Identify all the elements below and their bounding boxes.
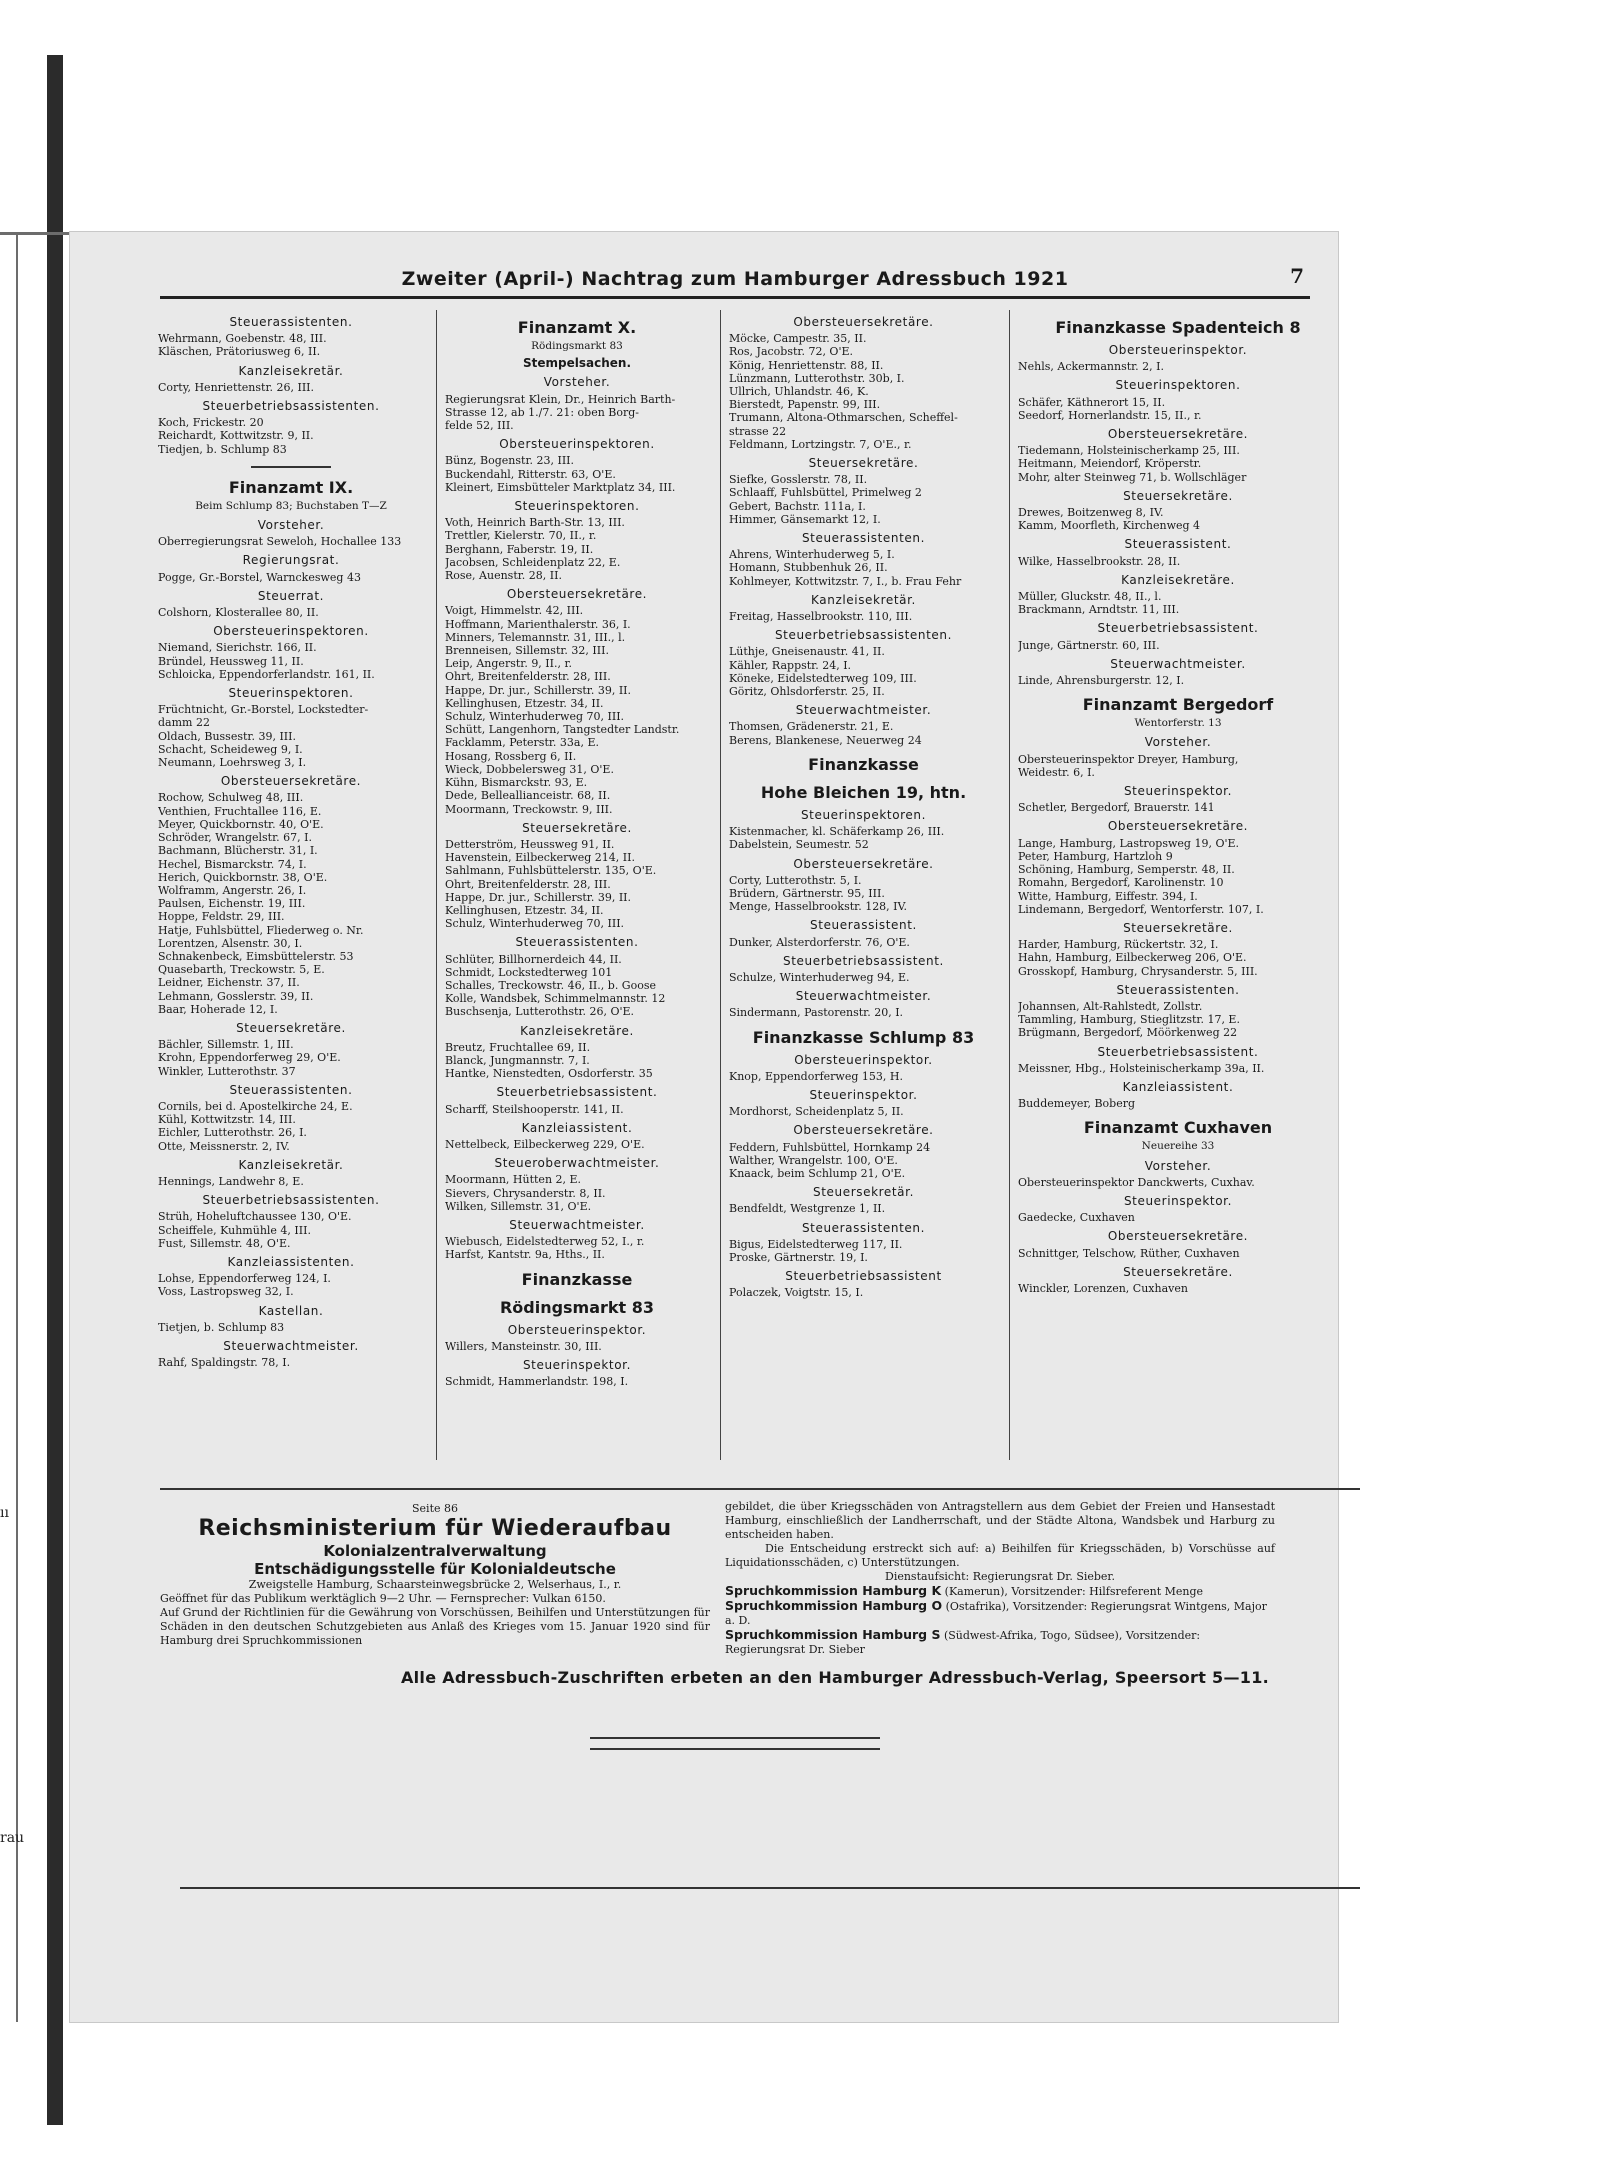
column-1: [150, 310, 432, 1460]
double-rule-divider: [590, 1737, 880, 1750]
office-address: Rödingsmarkt 83: [531, 340, 623, 352]
office-heading: Finanzkasse: [808, 754, 919, 774]
footer-text: Alle Adressbuch-Zuschriften erbeten an den Hamburger Adressbuch-Verlag, Speersort 5—11.: [400, 1668, 1270, 1687]
section-heading: Obersteuersekretäre.: [793, 1123, 934, 1138]
directory-entry: Herich, Quickbornstr. 38, O'E.: [158, 870, 328, 884]
column-4: [1009, 310, 1346, 1460]
directory-entry: Leidner, Eichenstr. 37, II.: [158, 976, 300, 990]
office-heading: Finanzamt IX.: [228, 477, 354, 497]
directory-entry: Krohn, Eppendorferweg 29, O'E.: [158, 1051, 341, 1065]
directory-entry: Kühl, Kottwitzstr. 14, III.: [158, 1113, 296, 1127]
section-heading: Kanzleisekretäre.: [1121, 572, 1235, 587]
office-heading: Finanzamt Bergedorf: [1082, 695, 1274, 715]
office-heading: Finanzkasse Spadenteich 8: [1055, 318, 1301, 337]
directory-entry: Obersteuerinspektor Danckwerts, Cuxhav.: [1018, 1175, 1255, 1189]
directory-entry: Kohlmeyer, Kottwitzstr. 7, I., b. Frau Fehr: [729, 574, 962, 588]
directory-entry: Havenstein, Eilbeckerweg 214, II.: [445, 851, 635, 865]
commission-s: [725, 1628, 1275, 1657]
section-heading: Obersteuerinspektor.: [794, 1052, 933, 1067]
directory-entry: Rose, Auenstr. 28, II.: [445, 569, 562, 583]
directory-entry: Reichardt, Kottwitzstr. 9, II.: [158, 429, 314, 443]
directory-entry: Schlaaff, Fuhlsbüttel, Primelweg 2: [729, 486, 922, 500]
section-heading: Steuerassistenten.: [801, 531, 926, 546]
directory-entry: Trettler, Kielerstr. 70, II., r.: [445, 529, 597, 543]
directory-entry: Voth, Heinrich Barth-Str. 13, III.: [445, 516, 625, 530]
directory-entry: Buschsenja, Lutterothstr. 26, O'E.: [445, 1005, 635, 1019]
notice-decision: Die Entscheidung erstreckt sich auf: a) Beihilfen für Kriegsschäden, b) Vorschüsse auf Liquidationsschäden, c) Unterstützungen.: [725, 1542, 1275, 1569]
directory-entry: Strasse 12, ab 1./7. 21: oben Borg-: [445, 405, 640, 419]
binding-spine: [47, 55, 63, 2125]
commission-label: Spruchkommission Hamburg O: [725, 1598, 943, 1613]
directory-entry: Lorentzen, Alsenstr. 30, I.: [158, 936, 303, 950]
section-heading: Steuerassistenten.: [229, 1082, 353, 1097]
section-heading: Steuerbetriebsassistent.: [496, 1085, 658, 1100]
directory-entry: Bierstedt, Papenstr. 99, III.: [729, 398, 881, 412]
section-heading: Obersteuersekretäre.: [1107, 1229, 1249, 1244]
directory-entry: Scheiffele, Kuhmühle 4, III.: [158, 1223, 311, 1237]
directory-entry: Tiedemann, Holsteinischerkamp 25, III.: [1018, 444, 1240, 458]
directory-entry: Lohse, Eppendorferweg 124, I.: [158, 1272, 331, 1286]
section-heading: Obersteuerinspektoren.: [213, 624, 369, 639]
directory-entry: Hoppe, Feldstr. 29, III.: [158, 910, 285, 924]
footer-rule: [180, 1887, 1360, 1889]
directory-entry: Venthien, Fruchtallee 116, E.: [158, 804, 322, 818]
directory-entry: Harfst, Kantstr. 9a, Hths., II.: [445, 1248, 605, 1262]
directory-entry: Nettelbeck, Eilbeckerweg 229, O'E.: [445, 1137, 645, 1151]
directory-entry: Möcke, Campestr. 35, II.: [729, 332, 867, 346]
directory-entry: Ohrt, Breitenfelderstr. 28, III.: [445, 877, 611, 891]
directory-entry: Leip, Angerstr. 9, II., r.: [445, 657, 573, 671]
directory-entry: Tiedjen, b. Schlump 83: [158, 442, 287, 456]
directory-entry: Hosang, Rossberg 6, II.: [445, 749, 577, 763]
directory-entry: Gaedecke, Cuxhaven: [1018, 1211, 1135, 1225]
section-divider: [160, 1488, 1360, 1490]
directory-entry: Knop, Eppendorferweg 153, H.: [729, 1069, 903, 1083]
directory-entry: Bendfeldt, Westgrenze 1, II.: [729, 1202, 886, 1216]
directory-entry: Berens, Blankenese, Neuerweg 24: [729, 733, 922, 747]
directory-entry: Eichler, Lutterothstr. 26, I.: [158, 1126, 307, 1140]
directory-entry: Moormann, Hütten 2, E.: [445, 1173, 582, 1187]
directory-entry: Romahn, Bergedorf, Karolinenstr. 10: [1018, 876, 1224, 890]
section-heading: Kanzleiassistent.: [521, 1120, 633, 1135]
directory-entry: Schulz, Winterhuderweg 70, III.: [445, 917, 625, 931]
notice-subtitle: Entschädigungsstelle für Kolonialdeutsche: [254, 1560, 616, 1578]
section-heading: Obersteuersekretäre.: [793, 856, 934, 871]
directory-entry: Lange, Hamburg, Lastropsweg 19, O'E.: [1018, 836, 1240, 850]
directory-entry: Ullrich, Uhlandstr. 46, K.: [729, 385, 869, 399]
directory-entry: felde 52, III.: [445, 419, 514, 433]
section-heading: Steuerwachtmeister.: [795, 989, 932, 1004]
directory-entry: Schacht, Scheideweg 9, I.: [158, 742, 303, 756]
office-heading: Finanzkasse: [521, 1269, 633, 1289]
directory-entry: Brüdern, Gärtnerstr. 95, III.: [729, 886, 885, 900]
directory-entry: Colshorn, Klosterallee 80, II.: [158, 606, 319, 620]
directory-entry: Rahf, Spaldingstr. 78, I.: [158, 1356, 291, 1370]
column-divider: [251, 466, 331, 468]
office-address: Wentorferstr. 13: [1134, 717, 1222, 730]
section-heading: Steuerwachtmeister.: [223, 1339, 359, 1353]
directory-entry: Witte, Hamburg, Eiffestr. 394, I.: [1018, 889, 1198, 903]
commission-k: [725, 1584, 1275, 1599]
directory-entry: Köneke, Eidelstedterweg 109, III.: [729, 671, 917, 685]
directory-entry: Schmidt, Hammerlandstr. 198, I.: [445, 1375, 629, 1389]
directory-entry: Walther, Wrangelstr. 100, O'E.: [729, 1153, 898, 1167]
directory-entry: Dabelstein, Seumestr. 52: [729, 838, 869, 852]
directory-entry: Schetler, Bergedorf, Brauerstr. 141: [1018, 801, 1215, 815]
directory-entry: Wilke, Hasselbrookstr. 28, II.: [1018, 554, 1181, 568]
directory-entry: Thomsen, Grädenerstr. 21, E.: [729, 720, 894, 734]
directory-entry: Brackmann, Arndtstr. 11, III.: [1018, 603, 1180, 617]
binding-edge: [0, 232, 70, 235]
section-heading: Obersteuerinspektor.: [1108, 343, 1248, 357]
notice-right: [725, 1500, 1275, 1657]
directory-entry: damm 22: [158, 716, 210, 730]
directory-entry: Hantke, Nienstedten, Osdorferstr. 35: [445, 1067, 653, 1081]
directory-entry: Schnittger, Telschow, Rüther, Cuxhaven: [1018, 1246, 1240, 1260]
directory-entry: Gebert, Bachstr. 111a, I.: [729, 499, 866, 513]
directory-entry: Fust, Sillemstr. 48, O'E.: [158, 1236, 291, 1250]
directory-entry: Dede, Belleallianceistr. 68, II.: [445, 789, 611, 803]
directory-entry: Scharff, Steilshooperstr. 141, II.: [445, 1102, 624, 1116]
directory-entry: Schnakenbeck, Eimsbüttelerstr. 53: [158, 949, 354, 963]
directory-entry: Schöning, Hamburg, Semperstr. 48, II.: [1018, 863, 1235, 877]
section-heading: Steuerbetriebsassistenten.: [202, 399, 380, 414]
section-heading: Obersteuersekretäre.: [1107, 819, 1249, 834]
directory-entry: Feddern, Fuhlsbüttel, Hornkamp 24: [729, 1140, 931, 1154]
section-heading: Steuerinspektor.: [1123, 784, 1233, 799]
directory-entry: Hoffmann, Marienthalerstr. 36, I.: [445, 617, 631, 631]
office-heading: Rödingsmarkt 83: [499, 1297, 655, 1317]
directory-entry: Harder, Hamburg, Rückertstr. 32, I.: [1018, 938, 1219, 952]
directory-entry: Hahn, Hamburg, Eilbeckerweg 206, O'E.: [1018, 951, 1247, 965]
section-heading: Kanzleisekretäre.: [520, 1023, 634, 1038]
directory-entry: Lehmann, Gosslerstr. 39, II.: [158, 989, 314, 1003]
directory-entry: Müller, Gluckstr. 48, II., l.: [1018, 590, 1162, 604]
directory-entry: Minners, Telemannstr. 31, III., l.: [445, 630, 626, 644]
directory-entry: Meyer, Quickbornstr. 40, O'E.: [158, 817, 324, 831]
section-heading: Vorsteher.: [1144, 1158, 1212, 1173]
section-heading: Steuerrat.: [257, 588, 325, 603]
directory-entry: Heitmann, Meiendorf, Kröperstr.: [1018, 457, 1202, 471]
directory-entry: Wilken, Sillemstr. 31, O'E.: [445, 1199, 592, 1213]
directory-entry: Grosskopf, Hamburg, Chrysanderstr. 5, III.: [1018, 964, 1258, 978]
directory-entry: Cornils, bei d. Apostelkirche 24, E.: [158, 1099, 353, 1113]
section-heading: Obersteuerinspektor.: [507, 1322, 647, 1337]
commission-text: (Ostafrika), Vorsitzender: Regierungsrat Wintgens, Major a. D.: [725, 1600, 1267, 1627]
directory-entry: Trumann, Altona-Othmarschen, Scheffel-: [729, 411, 958, 425]
directory-entry: Buddemeyer, Boberg: [1018, 1097, 1136, 1111]
section-heading: Steuersekretäre.: [236, 1020, 346, 1035]
section-heading: Steuerassistenten.: [1116, 982, 1240, 997]
directory-entry: Schröder, Wrangelstr. 67, I.: [158, 831, 312, 845]
section-heading: Steuerinspektor.: [809, 1087, 918, 1102]
directory-entry: Früchtnicht, Gr.-Borstel, Lockstedter-: [158, 703, 369, 717]
section-heading: Steuersekretäre.: [808, 456, 919, 471]
directory-entry: Oldach, Bussestr. 39, III.: [158, 729, 296, 743]
directory-entry: Kolle, Wandsbek, Schimmelmannstr. 12: [445, 992, 666, 1006]
section-heading: Steuerbetriebsassistenten.: [774, 628, 953, 643]
directory-entry: Schmidt, Lockstedterweg 101: [445, 965, 613, 979]
section-heading: Steuersekretär.: [813, 1185, 914, 1200]
notice-body: Auf Grund der Richtlinien für die Gewährung von Vorschüssen, Beihilfen und Unterstützungen für Schäden in den deutschen Schutzgebieten aus Anlaß des Krieges vom 15. Januar 1920 sind für Hamburg drei Spruchkommissionen: [160, 1606, 710, 1647]
commission-text: (Kamerun), Vorsitzender: Hilfsreferent Menge: [941, 1585, 1204, 1598]
left-page-fragment: rau: [0, 1830, 25, 1846]
directory-entry: Neumann, Loehrsweg 3, I.: [158, 756, 307, 770]
section-heading: Steuerinspektor.: [1123, 1193, 1233, 1208]
directory-entry: Happe, Dr. jur., Schillerstr. 39, II.: [445, 890, 632, 904]
section-heading: Steuerbetriebsassistent.: [1097, 1044, 1259, 1059]
section-heading: Steuerassistent.: [810, 918, 917, 933]
section-heading: Obersteuersekretäre.: [793, 315, 934, 329]
directory-entry: Bachmann, Blücherstr. 31, I.: [158, 844, 318, 858]
directory-entry: Quasebarth, Treckowstr. 5, E.: [158, 963, 325, 977]
section-heading: Steuerwachtmeister.: [509, 1217, 645, 1232]
directory-entry: Schulze, Winterhuderweg 94, E.: [729, 970, 910, 984]
directory-entry: Winckler, Lorenzen, Cuxhaven: [1018, 1281, 1188, 1295]
directory-entry: Proske, Gärtnerstr. 19, I.: [729, 1250, 868, 1264]
page-number: 7: [1290, 264, 1304, 288]
directory-entry: Bründel, Heussweg 11, II.: [158, 654, 304, 668]
directory-entry: Kühn, Bismarckstr. 93, E.: [445, 776, 588, 790]
section-heading: Vorsteher.: [1144, 735, 1212, 750]
ministry-title: Reichsministerium für Wiederaufbau: [198, 1516, 672, 1541]
section-heading: Steuerinspektoren.: [1115, 378, 1241, 393]
directory-entry: Himmer, Gänsemarkt 12, I.: [729, 512, 881, 526]
section-heading: Steuerinspektoren.: [514, 499, 640, 514]
commission-o: [725, 1599, 1275, 1628]
section-heading: Obersteuersekretäre.: [220, 774, 362, 789]
directory-entry: Koch, Frickestr. 20: [158, 416, 264, 430]
section-heading: Steueroberwachtmeister.: [494, 1156, 660, 1171]
column-3: [720, 310, 1006, 1460]
directory-entry: Rochow, Schulweg 48, III.: [158, 791, 304, 805]
directory-entry: Schütt, Langenhorn, Tangstedter Landstr.: [445, 723, 680, 737]
office-heading: Finanzamt Cuxhaven: [1083, 1118, 1273, 1138]
page-title: Zweiter (April-) Nachtrag zum Hamburger Adressbuch 1921: [401, 268, 1069, 290]
directory-entry: Schäfer, Käthnerort 15, II.: [1018, 395, 1166, 409]
directory-entry: Junge, Gärtnerstr. 60, III.: [1018, 638, 1160, 652]
office-address: Neuereihe 33: [1141, 1140, 1215, 1153]
directory-entry: Bächler, Sillemstr. 1, III.: [158, 1038, 294, 1052]
directory-entry: Schlüter, Billhornerdeich 44, II.: [445, 952, 622, 966]
directory-entry: Hatje, Fuhlsbüttel, Fliederweg o. Nr.: [158, 923, 364, 937]
section-heading: Steuerbetriebsassistent: [785, 1269, 942, 1284]
directory-entry: Kamm, Moorfleth, Kirchenweg 4: [1018, 519, 1201, 533]
notice-supervision: Dienstaufsicht: Regierungsrat Dr. Sieber.: [885, 1570, 1115, 1583]
section-heading: Kanzleiassistent.: [1122, 1079, 1234, 1094]
directory-entry: Corty, Henriettenstr. 26, III.: [158, 380, 315, 394]
directory-entry: Drewes, Boitzenweg 8, IV.: [1018, 506, 1164, 520]
office-address: Beim Schlump 83; Buchstaben T—Z: [195, 499, 387, 512]
left-page-fragment: ıı: [0, 1505, 9, 1521]
section-heading: Steuerassistent.: [1124, 537, 1232, 552]
section-heading: Steuerbetriebsassistenten.: [202, 1193, 380, 1208]
directory-columns: [150, 310, 1355, 1460]
directory-entry: Seedorf, Hornerlandstr. 15, II., r.: [1018, 408, 1202, 422]
directory-entry: Kähler, Rappstr. 24, I.: [729, 658, 852, 672]
directory-entry: Jacobsen, Schleidenplatz 22, E.: [445, 555, 621, 569]
directory-entry: Bünz, Bogenstr. 23, III.: [445, 454, 575, 468]
directory-entry: Sahlmann, Fuhlsbüttelerstr. 135, O'E.: [445, 864, 657, 878]
column-2: [436, 310, 717, 1460]
directory-entry: Meissner, Hbg., Holsteinischerkamp 39a, II.: [1018, 1061, 1265, 1075]
directory-entry: Feldmann, Lortzingstr. 7, O'E., r.: [729, 437, 912, 451]
directory-entry: Moormann, Treckowstr. 9, III.: [445, 802, 613, 816]
directory-entry: Homann, Stubbenhuk 26, II.: [729, 561, 888, 575]
notice-subtitle: Kolonialzentralverwaltung: [323, 1542, 547, 1560]
directory-entry: Weidestr. 6, I.: [1018, 765, 1095, 779]
notice-body-continued: gebildet, die über Kriegsschäden von Antragstellern aus dem Gebiet der Freien und Hansestadt Hamburg, einschließlich der Landherrschaft, und der Städte Altona, Wandsbek und Harburg zu entscheiden haben.: [725, 1500, 1275, 1541]
section-heading: Kanzleiassistenten.: [227, 1254, 355, 1269]
page-reference: Seite 86: [412, 1502, 458, 1515]
notice-left: [160, 1502, 710, 1648]
section-heading: Steuersekretäre.: [1123, 1264, 1233, 1279]
directory-entry: Lüthje, Gneisenaustr. 41, II.: [729, 645, 885, 659]
directory-entry: Brügmann, Bergedorf, Möörkenweg 22: [1018, 1026, 1238, 1040]
directory-entry: Freitag, Hasselbrookstr. 110, III.: [729, 610, 913, 624]
document-page: [70, 232, 1338, 2022]
directory-entry: Happe, Dr. jur., Schillerstr. 39, II.: [445, 683, 632, 697]
directory-entry: Tammling, Hamburg, Stieglitzstr. 17, E.: [1018, 1013, 1240, 1027]
directory-entry: Blanck, Jungmannstr. 7, I.: [445, 1053, 590, 1067]
section-heading: Obersteuersekretäre.: [1107, 427, 1249, 442]
directory-entry: Brenneisen, Sillemstr. 32, III.: [445, 644, 609, 658]
section-heading: Kanzleisekretär.: [811, 592, 916, 607]
directory-entry: Hennings, Landwehr 8, E.: [158, 1174, 304, 1188]
directory-entry: Siefke, Gosslerstr. 78, II.: [729, 473, 868, 487]
directory-entry: Berghann, Faberstr. 19, II.: [445, 542, 594, 556]
directory-entry: strasse 22: [729, 424, 787, 438]
directory-entry: Corty, Lutterothstr. 5, I.: [729, 873, 862, 887]
section-heading: Steuerinspektor.: [522, 1358, 632, 1372]
directory-entry: Detterström, Heussweg 91, II.: [445, 837, 615, 851]
directory-entry: Nehls, Ackermannstr. 2, I.: [1018, 360, 1165, 374]
directory-entry: Otte, Meissnerstr. 2, IV.: [158, 1139, 290, 1153]
directory-entry: Kistenmacher, kl. Schäferkamp 26, III.: [729, 825, 945, 839]
directory-entry: Schloicka, Eppendorferlandstr. 161, II.: [158, 667, 375, 681]
directory-entry: Göritz, Ohlsdorferstr. 25, II.: [729, 685, 885, 699]
directory-entry: Dunker, Alsterdorferstr. 76, O'E.: [729, 935, 910, 949]
directory-entry: Paulsen, Eichenstr. 19, III.: [158, 897, 306, 911]
section-heading: Kanzleisekretär.: [238, 363, 344, 378]
commission-text: (Südwest-Afrika, Togo, Südsee), Vorsitzender: Regierungsrat Dr. Sieber: [725, 1629, 1201, 1656]
directory-entry: Schalles, Treckowstr. 46, II., b. Goose: [445, 978, 656, 992]
section-heading: Obersteuersekretäre.: [506, 587, 648, 602]
section-heading: Kastellan.: [258, 1303, 324, 1318]
directory-entry: Voss, Lastropsweg 32, I.: [158, 1285, 294, 1299]
section-heading: Steuersekretäre.: [522, 820, 632, 835]
directory-entry: Johannsen, Alt-Rahlstedt, Zollstr.: [1018, 999, 1203, 1013]
directory-entry: Polaczek, Voigtstr. 15, I.: [729, 1286, 864, 1300]
commission-label: Spruchkommission Hamburg K: [725, 1583, 942, 1598]
directory-entry: Mohr, alter Steinweg 71, b. Wollschläger: [1018, 470, 1247, 484]
directory-entry: Linde, Ahrensburgerstr. 12, I.: [1018, 674, 1185, 688]
section-heading: Steuerinspektoren.: [228, 686, 354, 701]
directory-entry: Ohrt, Breitenfelderstr. 28, III.: [445, 670, 611, 684]
section-heading: Steuersekretäre.: [1123, 488, 1233, 503]
office-heading: Finanzamt X.: [517, 318, 637, 337]
section-heading: Vorsteher.: [543, 375, 611, 390]
section-heading: Steuerassistenten.: [515, 935, 639, 950]
section-heading: Kanzleisekretär.: [238, 1157, 344, 1172]
branch-address: Zweigstelle Hamburg, Schaarsteinwegsbrücke 2, Welserhaus, I., r.: [248, 1578, 622, 1591]
section-heading: Vorsteher.: [257, 518, 325, 533]
office-heading: Finanzkasse Schlump 83: [752, 1027, 975, 1047]
directory-entry: Knaack, beim Schlump 21, O'E.: [729, 1166, 906, 1180]
directory-entry: Pogge, Gr.-Borstel, Warnckesweg 43: [158, 570, 361, 584]
directory-entry: Strüh, Hoheluftchaussee 130, O'E.: [158, 1210, 352, 1224]
section-heading: Steuerwachtmeister.: [1110, 656, 1246, 671]
commission-label: Spruchkommission Hamburg S: [725, 1627, 941, 1642]
left-page-margin-line: [16, 232, 18, 2022]
page-header: [160, 262, 1310, 299]
directory-entry: Ros, Jacobstr. 72, O'E.: [729, 345, 854, 359]
directory-entry: Facklamm, Peterstr. 33a, E.: [445, 736, 599, 750]
directory-entry: Breutz, Fruchtallee 69, II.: [445, 1040, 591, 1054]
office-subheading: Stempelsachen.: [523, 356, 631, 371]
directory-entry: Niemand, Sierichstr. 166, II.: [158, 641, 317, 655]
directory-entry: Buckendahl, Ritterstr. 63, O'E.: [445, 467, 616, 481]
section-heading: Steuerbetriebsassistent.: [783, 953, 944, 968]
section-heading: Steuerassistenten.: [801, 1220, 926, 1235]
directory-entry: Wiebusch, Eidelstedterweg 52, I., r.: [445, 1235, 645, 1249]
directory-entry: Schulz, Winterhuderweg 70, III.: [445, 710, 625, 724]
opening-hours: Geöffnet für das Publikum werktäglich 9—2 Uhr. — Fernsprecher: Vulkan 6150.: [160, 1592, 606, 1605]
directory-entry: Wehrmann, Goebenstr. 48, III.: [158, 332, 327, 346]
directory-entry: Hechel, Bismarckstr. 74, I.: [158, 857, 307, 871]
section-heading: Steuersekretäre.: [1123, 920, 1233, 935]
directory-entry: Sievers, Chrysanderstr. 8, II.: [445, 1186, 606, 1200]
directory-entry: Tietjen, b. Schlump 83: [158, 1320, 285, 1334]
office-heading: Hohe Bleichen 19, htn.: [760, 782, 967, 802]
section-heading: Obersteuerinspektoren.: [499, 437, 655, 452]
section-heading: Steuerinspektoren.: [800, 807, 927, 822]
directory-entry: Regierungsrat Klein, Dr., Heinrich Barth-: [445, 392, 676, 406]
directory-entry: Ahrens, Winterhuderweg 5, I.: [729, 548, 895, 562]
directory-entry: Baar, Hoherade 12, I.: [158, 1002, 278, 1016]
directory-entry: Obersteuerinspektor Dreyer, Hamburg,: [1018, 752, 1239, 766]
directory-entry: Oberregierungsrat Seweloh, Hochallee 133: [158, 535, 402, 549]
directory-entry: Willers, Mansteinstr. 30, III.: [445, 1339, 602, 1353]
directory-entry: Kleinert, Eimsbütteler Marktplatz 34, III.: [445, 480, 676, 494]
directory-entry: Voigt, Himmelstr. 42, III.: [445, 604, 584, 618]
directory-entry: Sindermann, Pastorenstr. 20, I.: [729, 1006, 904, 1020]
directory-entry: Lünzmann, Lutterothstr. 30b, I.: [729, 371, 905, 385]
directory-entry: Menge, Hasselbrookstr. 128, IV.: [729, 900, 908, 914]
section-heading: Regierungsrat.: [242, 553, 340, 568]
directory-entry: Kläschen, Prätoriusweg 6, II.: [158, 345, 321, 359]
directory-entry: Lindemann, Bergedorf, Wentorferstr. 107, I.: [1018, 902, 1264, 916]
directory-entry: Wieck, Dobbelersweg 31, O'E.: [445, 762, 614, 776]
directory-entry: Kellinghusen, Etzestr. 34, II.: [445, 903, 604, 917]
section-heading: Steuerbetriebsassistent.: [1097, 621, 1259, 636]
directory-entry: König, Henriettenstr. 88, II.: [729, 358, 884, 372]
directory-entry: Bigus, Eidelstedterweg 117, II.: [729, 1237, 903, 1251]
directory-entry: Wolframm, Angerstr. 26, I.: [158, 883, 307, 897]
directory-entry: Winkler, Lutterothstr. 37: [158, 1064, 296, 1078]
section-heading: Steuerassistenten.: [229, 315, 353, 329]
directory-entry: Mordhorst, Scheidenplatz 5, II.: [729, 1105, 904, 1119]
section-heading: Steuerwachtmeister.: [795, 703, 932, 718]
directory-entry: Peter, Hamburg, Hartzloh 9: [1018, 849, 1173, 863]
directory-entry: Kellinghusen, Etzestr. 34, II.: [445, 696, 604, 710]
